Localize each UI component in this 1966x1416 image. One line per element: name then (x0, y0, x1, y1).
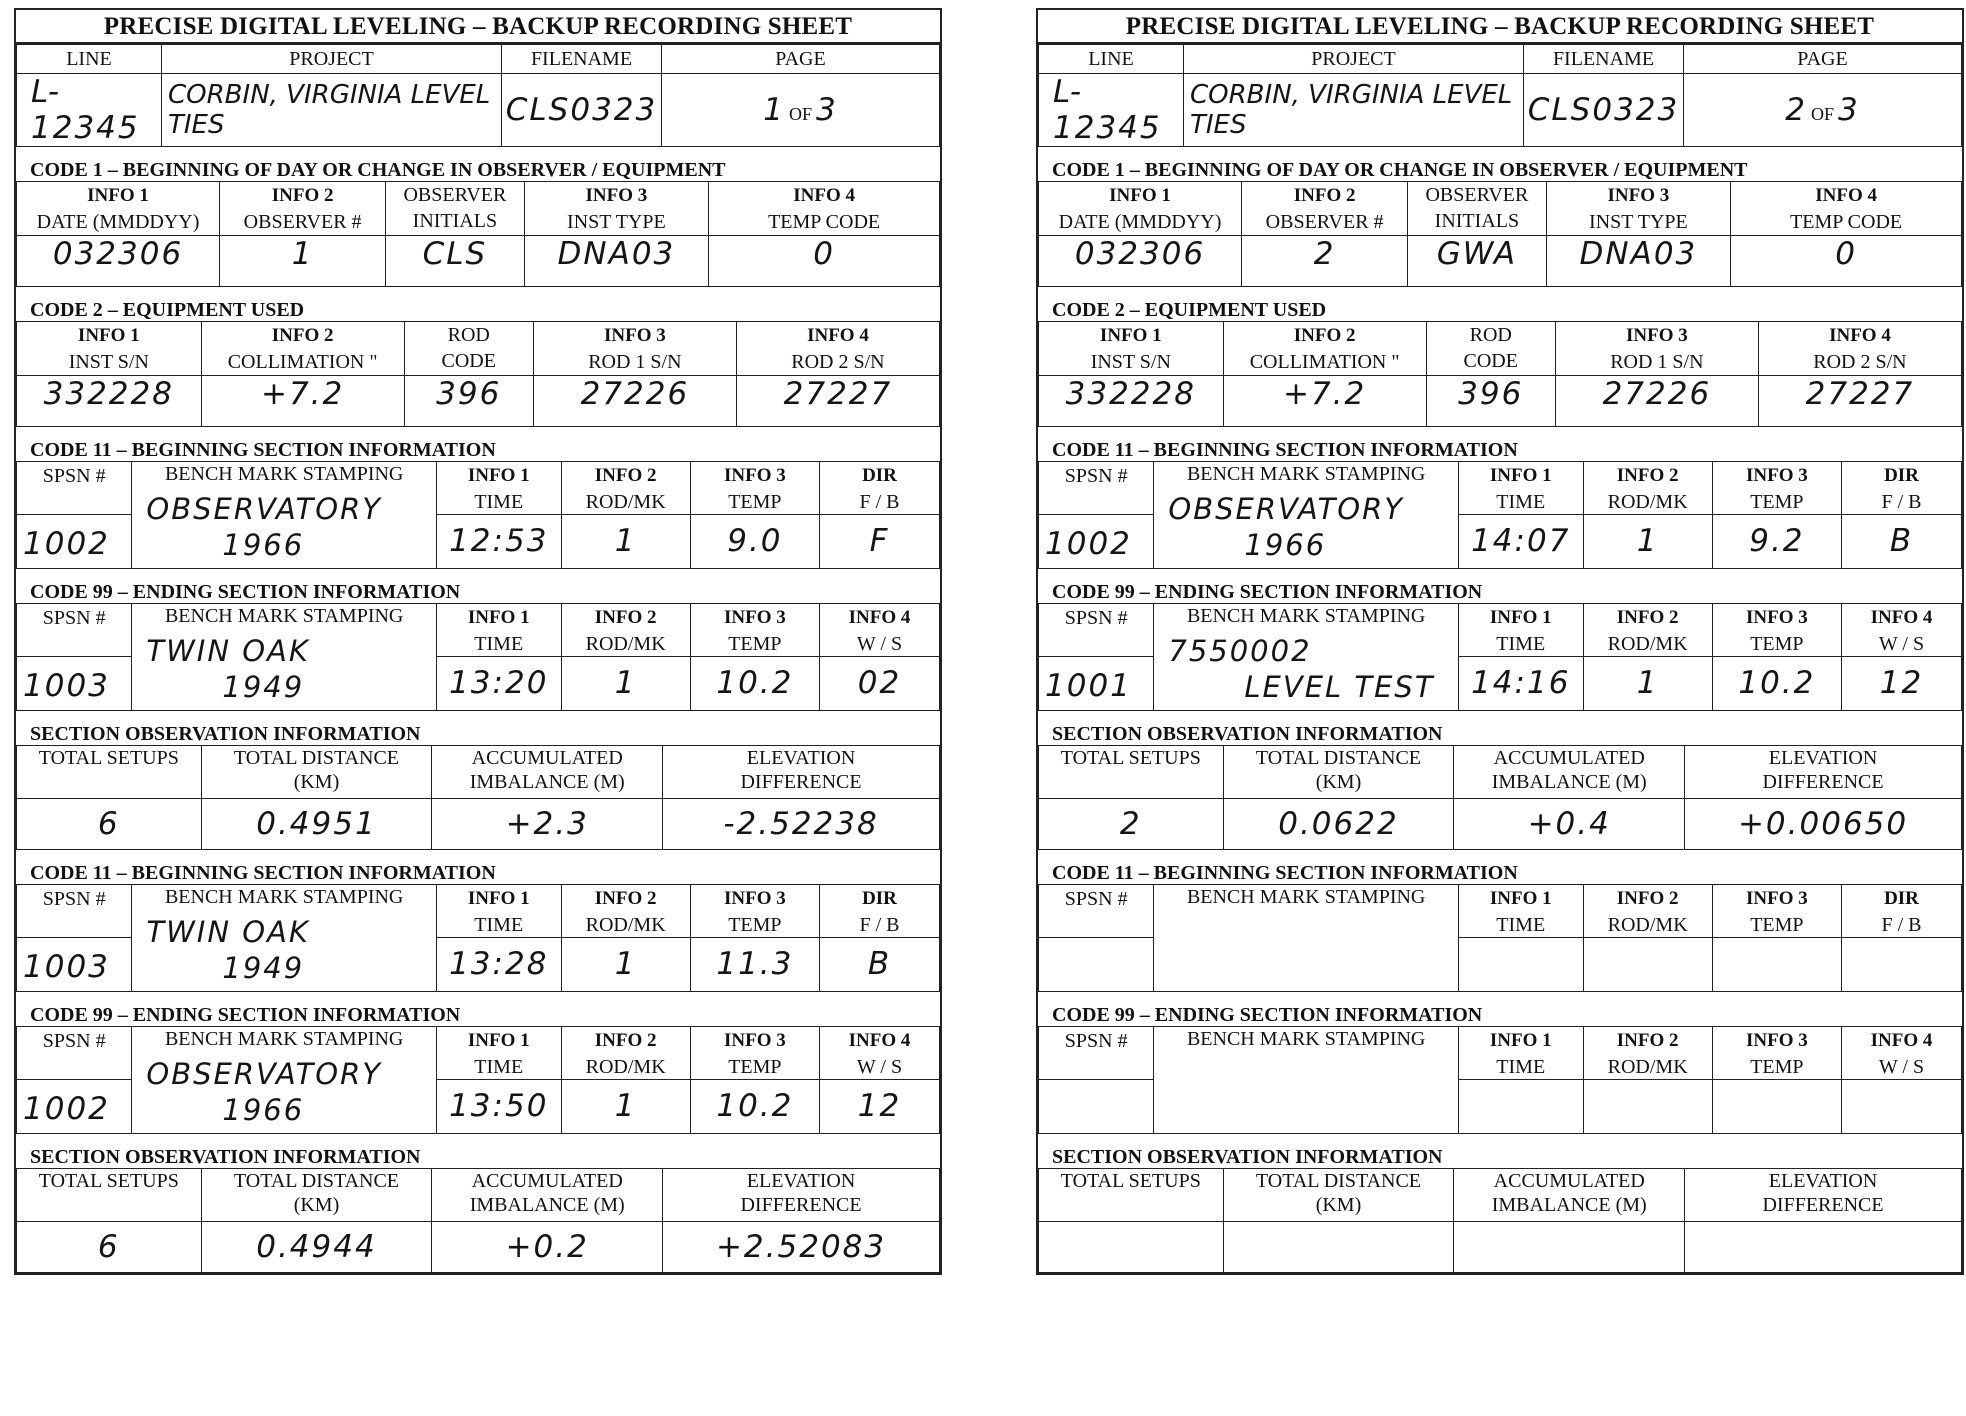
ws-label: W / S (1878, 633, 1925, 655)
collimation-value: +7.2 (260, 376, 345, 412)
info3-label: INFO 3 (724, 607, 786, 628)
inst-sn-value: 332228 (43, 376, 174, 412)
accumulated-label: ACCUMULATED (471, 747, 623, 769)
time-label: TIME (474, 633, 524, 655)
dir-label: DIR (862, 465, 897, 486)
inst-type-value: DNA03 (557, 236, 676, 272)
bench-mark-line2: 1966 (222, 1093, 305, 1127)
temp-value: 11.3 (716, 946, 794, 982)
rod-label: ROD (1469, 324, 1512, 346)
ws-label: W / S (856, 633, 903, 655)
spsn-label: SPSN # (1064, 888, 1128, 910)
project-value: CORBIN, VIRGINIA LEVEL TIES (168, 80, 491, 140)
info3-label: INFO 3 (604, 325, 666, 346)
time-label: TIME (1496, 914, 1546, 936)
info1-label: INFO 1 (467, 465, 530, 486)
rod-label: ROD (447, 324, 490, 346)
fb-label: F / B (859, 491, 900, 513)
line-header: LINE (66, 48, 112, 70)
info2-label: INFO 2 (271, 185, 334, 206)
fb-label: F / B (859, 914, 900, 936)
code11-section1-title-text: CODE 11 – BEGINNING SECTION INFORMATION (1052, 439, 1518, 461)
rod-mk-label: ROD/MK (1607, 914, 1688, 936)
code2-title (1038, 287, 1962, 321)
spsn-value: 1002 (23, 1091, 110, 1127)
temp-code-label: TEMP CODE (768, 211, 881, 233)
elevation-difference-value: -2.52238 (723, 806, 879, 842)
bench-mark-line2: 1966 (1244, 528, 1327, 562)
info4-label: INFO 4 (807, 325, 869, 346)
rod1-sn-label: ROD 1 S/N (1610, 351, 1704, 373)
info1-label: INFO 1 (1489, 465, 1552, 486)
km-label: (KM) (293, 1194, 340, 1216)
filename-value: CLS0323 (505, 92, 658, 128)
code2-table (1038, 321, 1962, 427)
time-value: 13:28 (449, 946, 549, 982)
code2-title-text: CODE 2 – EQUIPMENT USED (1052, 299, 1327, 321)
temp-label: TEMP (728, 914, 782, 936)
accumulated-label: ACCUMULATED (471, 1170, 623, 1192)
info2-label: INFO 2 (594, 607, 657, 628)
section-obs-2-title-text: SECTION OBSERVATION INFORMATION (30, 1146, 421, 1168)
dir-label: DIR (862, 888, 897, 909)
info2-label: INFO 2 (594, 888, 657, 909)
bench-mark-label: BENCH MARK STAMPING (1186, 605, 1426, 627)
bench-mark-label: BENCH MARK STAMPING (164, 886, 404, 908)
ws-value: 12 (857, 1088, 902, 1124)
rod1-sn-label: ROD 1 S/N (588, 351, 682, 373)
section-obs-1-table (1038, 745, 1962, 850)
section-obs-1-title (1038, 711, 1962, 745)
code11-section1-table (1038, 461, 1962, 569)
section-obs-1-title (16, 711, 940, 745)
line-value: L-12345 (1053, 74, 1162, 146)
time-value: 13:20 (449, 665, 549, 701)
rod-mk-label: ROD/MK (1607, 633, 1688, 655)
bench-mark-line2: LEVEL TEST (1244, 670, 1435, 704)
bench-mark-line1: TWIN OAK (146, 634, 310, 668)
code11-section2-title (16, 850, 940, 884)
bench-mark-line1: OBSERVATORY (1168, 492, 1404, 526)
code2-title (16, 287, 940, 321)
imbalance-value: +2.3 (505, 806, 589, 842)
bench-mark-line1: TWIN OAK (146, 915, 310, 949)
ws-value: 02 (857, 665, 902, 701)
total-setups-value: 6 (97, 1229, 120, 1265)
section-obs-2-title (1038, 1134, 1962, 1168)
code11-section1-title-text: CODE 11 – BEGINNING SECTION INFORMATION (30, 439, 496, 461)
spsn-label: SPSN # (1064, 1030, 1128, 1052)
info3-label: INFO 3 (1746, 607, 1808, 628)
section-obs-2-table (16, 1168, 940, 1273)
of-label: OF (788, 104, 812, 124)
total-distance-label: TOTAL DISTANCE (233, 1170, 400, 1192)
spsn-label: SPSN # (1064, 607, 1128, 629)
fb-label: F / B (1881, 914, 1922, 936)
line-project-table (1038, 44, 1962, 147)
info4-label: INFO 4 (1870, 1030, 1933, 1051)
bench-mark-line2: 1949 (222, 670, 305, 704)
section-obs-2-title-text: SECTION OBSERVATION INFORMATION (1052, 1146, 1443, 1168)
section-obs-2-table (1038, 1168, 1962, 1273)
page-header: PAGE (1797, 48, 1848, 70)
rod2-sn-value: 27227 (1805, 376, 1915, 412)
initials-label: INITIALS (1434, 210, 1520, 232)
code11-section2-table (16, 884, 940, 992)
time-label: TIME (1496, 1056, 1546, 1078)
temp-label: TEMP (1750, 1056, 1804, 1078)
info2-label: INFO 2 (1616, 465, 1679, 486)
info4-label: INFO 4 (1870, 607, 1933, 628)
info3-label: INFO 3 (585, 185, 648, 206)
info4-label: INFO 4 (1829, 325, 1891, 346)
total-pages-value: 3 (1838, 92, 1860, 128)
info3-label: INFO 3 (1626, 325, 1688, 346)
inst-type-value: DNA03 (1579, 236, 1698, 272)
code99-section2-table (1038, 1026, 1962, 1134)
recording-sheet-page-1 (14, 8, 942, 1275)
info2-label: INFO 2 (1293, 185, 1356, 206)
temp-label: TEMP (1750, 914, 1804, 936)
bench-mark-line1: 7550002 (1168, 634, 1312, 668)
total-setups-value: 2 (1119, 806, 1142, 842)
elevation-difference-value: +0.00650 (1737, 806, 1909, 842)
spsn-label: SPSN # (1064, 465, 1128, 487)
temp-label: TEMP (728, 633, 782, 655)
observer-label: OBSERVER (1425, 184, 1529, 206)
bench-mark-line2: 1966 (222, 528, 305, 562)
section-obs-1-title-text: SECTION OBSERVATION INFORMATION (30, 723, 421, 745)
section-obs-2-title (16, 1134, 940, 1168)
ws-label: W / S (1878, 1056, 1925, 1078)
km-label: (KM) (1315, 1194, 1362, 1216)
code1-title-text: CODE 1 – BEGINNING OF DAY OR CHANGE IN OBSERVER / EQUIPMENT (30, 159, 726, 181)
rod-mk-label: ROD/MK (1607, 491, 1688, 513)
total-pages-value: 3 (816, 92, 838, 128)
total-setups-label: TOTAL SETUPS (1060, 1170, 1201, 1192)
code11-section1-table (16, 461, 940, 569)
time-label: TIME (474, 1056, 524, 1078)
temp-label: TEMP (1750, 491, 1804, 513)
spsn-value: 1002 (1045, 526, 1132, 562)
rod-mk-value: 1 (614, 1088, 637, 1124)
total-distance-value: 0.4944 (256, 1229, 377, 1265)
rod-mk-value: 1 (1636, 665, 1659, 701)
bench-mark-label: BENCH MARK STAMPING (1186, 463, 1426, 485)
info4-label: INFO 4 (848, 607, 911, 628)
code1-table (16, 181, 940, 287)
temp-code-value: 0 (813, 236, 835, 272)
elevation-label: ELEVATION (746, 747, 856, 769)
spsn-value: 1001 (1045, 668, 1132, 704)
info2-label: INFO 2 (594, 465, 657, 486)
code99-section1-title (1038, 569, 1962, 603)
dir-value: B (867, 946, 892, 982)
info4-label: INFO 4 (793, 185, 855, 206)
dir-label: DIR (1884, 465, 1919, 486)
code1-title-text: CODE 1 – BEGINNING OF DAY OR CHANGE IN OBSERVER / EQUIPMENT (1052, 159, 1748, 181)
time-label: TIME (474, 914, 524, 936)
observer-num-label: OBSERVER # (243, 211, 362, 233)
code99-section2-title (1038, 992, 1962, 1026)
accumulated-label: ACCUMULATED (1493, 1170, 1645, 1192)
imbalance-value: +0.2 (505, 1229, 589, 1265)
rod-mk-label: ROD/MK (585, 633, 666, 655)
info3-label: INFO 3 (724, 1030, 786, 1051)
page-value: 1 (763, 92, 785, 128)
code99-section1-title (16, 569, 940, 603)
sheet-title (1038, 10, 1962, 44)
section-obs-1-title-text: SECTION OBSERVATION INFORMATION (1052, 723, 1443, 745)
total-distance-value: 0.0622 (1278, 806, 1399, 842)
info3-label: INFO 3 (1607, 185, 1670, 206)
section-obs-1-table (16, 745, 940, 850)
info2-label: INFO 2 (1616, 888, 1679, 909)
spsn-value: 1002 (23, 526, 110, 562)
rod-mk-label: ROD/MK (585, 491, 666, 513)
info4-label: INFO 4 (1815, 185, 1877, 206)
time-value: 13:50 (449, 1088, 549, 1124)
elevation-difference-value: +2.52083 (715, 1229, 887, 1265)
code11-section1-title (1038, 427, 1962, 461)
dir-label: DIR (1884, 888, 1919, 909)
total-setups-label: TOTAL SETUPS (38, 747, 179, 769)
spsn-label: SPSN # (42, 888, 106, 910)
km-label: (KM) (1315, 771, 1362, 793)
info1-label: INFO 1 (467, 1030, 530, 1051)
difference-label: DIFFERENCE (740, 1194, 862, 1216)
temp-label: TEMP (1750, 633, 1804, 655)
code2-title-text: CODE 2 – EQUIPMENT USED (30, 299, 305, 321)
sheet-title-text: PRECISE DIGITAL LEVELING – BACKUP RECORDING SHEET (1125, 13, 1875, 40)
code99-section1-title-text: CODE 99 – ENDING SECTION INFORMATION (1052, 581, 1483, 603)
ws-value: 12 (1879, 665, 1924, 701)
temp-code-label: TEMP CODE (1790, 211, 1903, 233)
sheet-title (16, 10, 940, 44)
temp-value: 10.2 (716, 1088, 794, 1124)
info3-label: INFO 3 (724, 465, 786, 486)
info2-label: INFO 2 (594, 1030, 657, 1051)
collimation-label: COLLIMATION " (227, 351, 378, 373)
elevation-label: ELEVATION (746, 1170, 856, 1192)
temp-value: 10.2 (1738, 665, 1816, 701)
info4-label: INFO 4 (848, 1030, 911, 1051)
info1-label: INFO 1 (467, 888, 530, 909)
temp-code-value: 0 (1835, 236, 1857, 272)
observer-label: OBSERVER (403, 184, 507, 206)
recording-sheet-page-2 (1036, 8, 1964, 1275)
spsn-label: SPSN # (42, 607, 106, 629)
imbalance-label: IMBALANCE (M) (469, 771, 625, 793)
collimation-label: COLLIMATION " (1249, 351, 1400, 373)
rod2-sn-value: 27227 (783, 376, 893, 412)
inst-sn-value: 332228 (1065, 376, 1196, 412)
rod-code-value: 396 (1458, 376, 1524, 412)
rod-mk-label: ROD/MK (585, 1056, 666, 1078)
dir-value: B (1889, 523, 1914, 559)
imbalance-label: IMBALANCE (M) (1491, 1194, 1647, 1216)
temp-value: 9.0 (727, 523, 783, 559)
imbalance-label: IMBALANCE (M) (469, 1194, 625, 1216)
bench-mark-line1: OBSERVATORY (146, 492, 382, 526)
total-distance-label: TOTAL DISTANCE (233, 747, 400, 769)
total-setups-value: 6 (97, 806, 120, 842)
initials-value: CLS (422, 236, 488, 272)
rod1-sn-value: 27226 (1602, 376, 1712, 412)
difference-label: DIFFERENCE (1762, 1194, 1884, 1216)
rod-mk-label: ROD/MK (1607, 1056, 1688, 1078)
temp-value: 9.2 (1749, 523, 1805, 559)
temp-label: TEMP (728, 491, 782, 513)
info1-label: INFO 1 (77, 325, 140, 346)
collimation-value: +7.2 (1282, 376, 1367, 412)
code99-section1-title-text: CODE 99 – ENDING SECTION INFORMATION (30, 581, 461, 603)
filename-value: CLS0323 (1527, 92, 1680, 128)
elevation-label: ELEVATION (1768, 747, 1878, 769)
inst-sn-label: INST S/N (1090, 351, 1171, 373)
code1-title (16, 147, 940, 181)
inst-sn-label: INST S/N (68, 351, 149, 373)
temp-label: TEMP (728, 1056, 782, 1078)
observer-num-value: 1 (291, 236, 314, 272)
time-label: TIME (1496, 633, 1546, 655)
rod2-sn-label: ROD 2 S/N (1813, 351, 1907, 373)
temp-value: 10.2 (716, 665, 794, 701)
rod2-sn-label: ROD 2 S/N (791, 351, 885, 373)
project-value: CORBIN, VIRGINIA LEVEL TIES (1190, 80, 1513, 140)
info2-label: INFO 2 (1616, 607, 1679, 628)
bench-mark-label: BENCH MARK STAMPING (164, 605, 404, 627)
info2-label: INFO 2 (1293, 325, 1356, 346)
total-distance-label: TOTAL DISTANCE (1255, 747, 1422, 769)
ws-label: W / S (856, 1056, 903, 1078)
date-value: 032306 (52, 236, 184, 272)
line-header: LINE (1088, 48, 1134, 70)
bench-mark-line2: 1949 (222, 951, 305, 985)
sheet-title-text: PRECISE DIGITAL LEVELING – BACKUP RECORDING SHEET (103, 13, 853, 40)
info2-label: INFO 2 (271, 325, 334, 346)
rod-code-label: CODE (441, 350, 496, 372)
dir-value: F (869, 523, 890, 559)
line-project-table (16, 44, 940, 147)
code2-table (16, 321, 940, 427)
inst-type-label: INST TYPE (567, 211, 666, 233)
code11-section2-title-text: CODE 11 – BEGINNING SECTION INFORMATION (30, 862, 496, 884)
info1-label: INFO 1 (1099, 325, 1162, 346)
difference-label: DIFFERENCE (740, 771, 862, 793)
total-setups-label: TOTAL SETUPS (1060, 747, 1201, 769)
rod-mk-label: ROD/MK (585, 914, 666, 936)
info3-label: INFO 3 (1746, 465, 1808, 486)
time-label: TIME (474, 491, 524, 513)
date-label: DATE (MMDDYY) (1058, 211, 1222, 233)
page-value: 2 (1785, 92, 1807, 128)
elevation-label: ELEVATION (1768, 1170, 1878, 1192)
time-value: 12:53 (449, 523, 549, 559)
line-value: L-12345 (31, 74, 140, 146)
code99-section1-table (1038, 603, 1962, 711)
code99-section2-title (16, 992, 940, 1026)
date-value: 032306 (1074, 236, 1206, 272)
bench-mark-label: BENCH MARK STAMPING (164, 1028, 404, 1050)
info1-label: INFO 1 (1489, 1030, 1552, 1051)
date-label: DATE (MMDDYY) (36, 211, 200, 233)
time-label: TIME (1496, 491, 1546, 513)
project-header: PROJECT (1311, 48, 1396, 70)
fb-label: F / B (1881, 491, 1922, 513)
rod-mk-value: 1 (1636, 523, 1659, 559)
total-distance-label: TOTAL DISTANCE (1255, 1170, 1422, 1192)
info1-label: INFO 1 (87, 185, 149, 206)
initials-label: INITIALS (412, 210, 498, 232)
filename-header: FILENAME (530, 48, 633, 70)
total-setups-label: TOTAL SETUPS (38, 1170, 179, 1192)
info1-label: INFO 1 (1489, 888, 1552, 909)
code11-section2-title-text: CODE 11 – BEGINNING SECTION INFORMATION (1052, 862, 1518, 884)
observer-num-value: 2 (1313, 236, 1336, 272)
bench-mark-label: BENCH MARK STAMPING (164, 463, 404, 485)
bench-mark-line1: OBSERVATORY (146, 1057, 382, 1091)
difference-label: DIFFERENCE (1762, 771, 1884, 793)
spsn-value: 1003 (23, 949, 110, 985)
code99-section2-title-text: CODE 99 – ENDING SECTION INFORMATION (1052, 1004, 1483, 1026)
spsn-value: 1003 (23, 668, 110, 704)
code11-section2-table (1038, 884, 1962, 992)
info1-label: INFO 1 (1109, 185, 1171, 206)
of-label: OF (1810, 104, 1834, 124)
bench-mark-label: BENCH MARK STAMPING (1186, 1028, 1426, 1050)
code99-section1-table (16, 603, 940, 711)
imbalance-label: IMBALANCE (M) (1491, 771, 1647, 793)
km-label: (KM) (293, 771, 340, 793)
spsn-label: SPSN # (42, 1030, 106, 1052)
rod-mk-value: 1 (614, 946, 637, 982)
info1-label: INFO 1 (1489, 607, 1552, 628)
inst-type-label: INST TYPE (1589, 211, 1688, 233)
page-header: PAGE (775, 48, 826, 70)
info3-label: INFO 3 (1746, 888, 1808, 909)
code1-title (1038, 147, 1962, 181)
initials-value: GWA (1436, 236, 1518, 272)
observer-num-label: OBSERVER # (1265, 211, 1384, 233)
imbalance-value: +0.4 (1527, 806, 1611, 842)
rod-mk-value: 1 (614, 523, 637, 559)
code1-table (1038, 181, 1962, 287)
info1-label: INFO 1 (467, 607, 530, 628)
info2-label: INFO 2 (1616, 1030, 1679, 1051)
accumulated-label: ACCUMULATED (1493, 747, 1645, 769)
bench-mark-label: BENCH MARK STAMPING (1186, 886, 1426, 908)
project-header: PROJECT (289, 48, 374, 70)
rod-code-label: CODE (1463, 350, 1518, 372)
time-value: 14:07 (1471, 523, 1571, 559)
rod-code-value: 396 (436, 376, 502, 412)
code11-section2-title (1038, 850, 1962, 884)
rod-mk-value: 1 (614, 665, 637, 701)
code99-section2-table (16, 1026, 940, 1134)
filename-header: FILENAME (1552, 48, 1655, 70)
info3-label: INFO 3 (1746, 1030, 1808, 1051)
spsn-label: SPSN # (42, 465, 106, 487)
info3-label: INFO 3 (724, 888, 786, 909)
rod1-sn-value: 27226 (580, 376, 690, 412)
time-value: 14:16 (1471, 665, 1571, 701)
code11-section1-title (16, 427, 940, 461)
code99-section2-title-text: CODE 99 – ENDING SECTION INFORMATION (30, 1004, 461, 1026)
total-distance-value: 0.4951 (256, 806, 377, 842)
